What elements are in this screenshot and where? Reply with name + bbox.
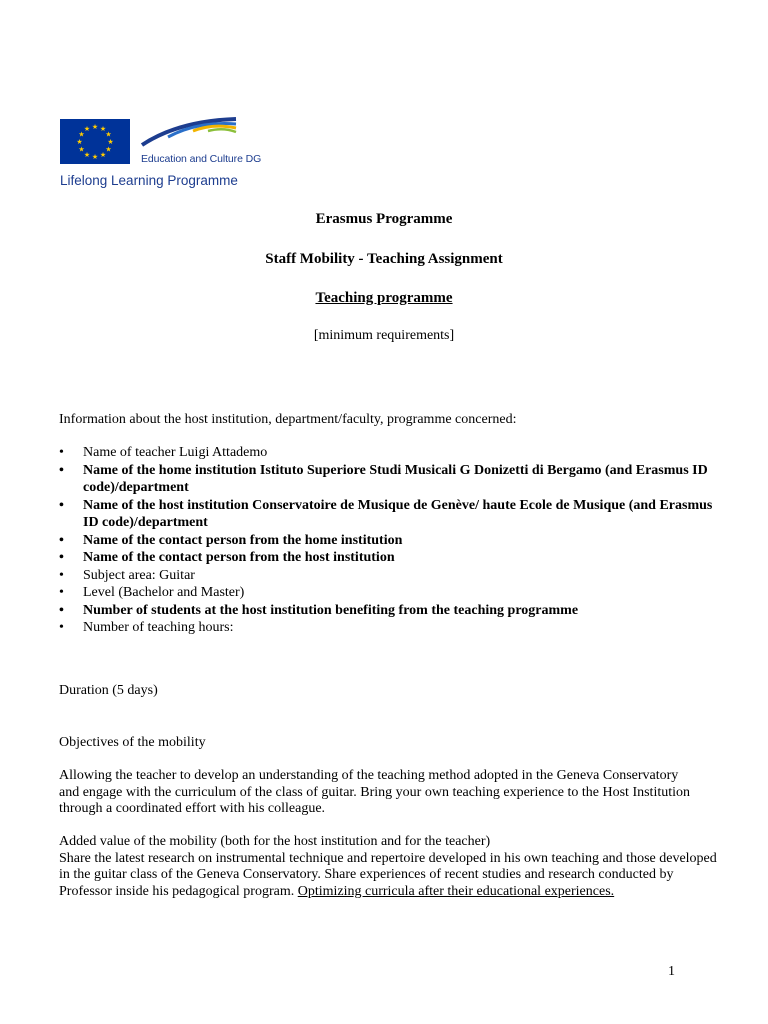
- svg-text:★: ★: [83, 125, 91, 133]
- svg-text:★: ★: [105, 130, 112, 139]
- list-item: • Name of the home institution Istituto Superiore Studi Musicali G Donizetti di Bergamo (and Erasmus ID code)/department: [59, 462, 719, 497]
- list-item: • Name of the contact person from the host institution: [59, 549, 719, 567]
- svg-text:★: ★: [78, 145, 85, 154]
- added-value-heading: Added value of the mobility (both for the host institution and for the teacher): [59, 834, 491, 849]
- logo-block: [58, 113, 262, 195]
- eu-flag-icon: [60, 119, 130, 164]
- added-value-text: Share the latest research on instrumental technique and repertoire developed in his own teaching and those developed in the guitar class of the Geneva Conservatory. Share experiences of recent studies and research conducted by Professor inside his pedagogical program.: [59, 850, 717, 899]
- added-value-underlined: Optimizing curricula after their educational experiences.: [297, 883, 615, 899]
- list-item: • Subject area: Guitar: [59, 567, 719, 585]
- lifelong-learning-label: Lifelong Learning Programme: [60, 173, 238, 188]
- list-item: • Number of students at the host institution benefiting from the teaching programme: [59, 602, 719, 620]
- page-number: 1: [668, 964, 675, 979]
- duration: Duration (5 days): [59, 683, 158, 698]
- title-teaching-programme: Teaching programme: [315, 290, 453, 306]
- title-staff-mobility: Staff Mobility - Teaching Assignment: [265, 251, 503, 267]
- svg-text:★: ★: [99, 125, 107, 133]
- added-value-block: [59, 834, 719, 900]
- info-intro: Information about the host institution, department/faculty, programme concerned:: [59, 412, 517, 427]
- title-erasmus: Erasmus Programme: [315, 211, 453, 227]
- lifelong-learning-wave-icon: [138, 115, 238, 149]
- subtitle-minimum-requirements: [minimum requirements]: [313, 328, 455, 343]
- svg-text:★: ★: [83, 151, 91, 159]
- list-item: • Name of the contact person from the home institution: [59, 532, 719, 550]
- svg-text:★: ★: [78, 130, 85, 139]
- svg-text:★: ★: [99, 151, 107, 159]
- list-item: • Name of teacher Luigi Attademo: [59, 444, 719, 462]
- svg-text:★: ★: [105, 145, 112, 154]
- objectives-heading: Objectives of the mobility: [59, 735, 206, 750]
- list-item: • Number of teaching hours:: [59, 619, 719, 637]
- objectives-text: Allowing the teacher to develop an understanding of the teaching method adopted in the Geneva Conservatory and engage with the curriculum of the class of guitar. Bring your own teaching experience to the Host Institution through a coordinated effort with his colleague.: [59, 768, 690, 816]
- svg-text:★: ★: [91, 123, 99, 131]
- list-item: • Level (Bachelor and Master): [59, 584, 719, 602]
- svg-text:★: ★: [91, 153, 99, 161]
- svg-text:★: ★: [76, 138, 83, 146]
- education-culture-label: Education and Culture DG: [141, 153, 262, 165]
- list-item: • Name of the host institution Conservatoire de Musique de Genève/ haute Ecole de Musique (and Erasmus ID code)/department: [59, 497, 719, 532]
- info-bullet-list: [59, 444, 719, 637]
- svg-text:★: ★: [107, 138, 114, 146]
